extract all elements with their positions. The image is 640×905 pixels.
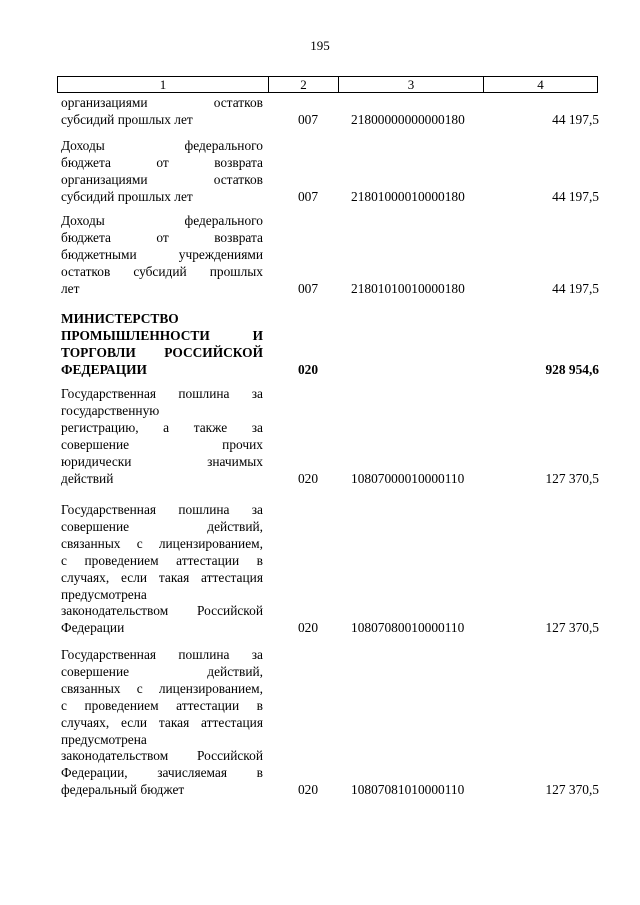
description-line: предусмотрена [61, 586, 147, 602]
row-code: 007 [297, 188, 319, 204]
table-column-header [57, 76, 598, 93]
description-line: случаях, если такая аттестация [61, 714, 263, 730]
description-line: Государственная пошлина за [61, 647, 263, 662]
row-code: 020 [297, 782, 319, 798]
row-kbk: 10807000010000110 [351, 470, 465, 486]
description-line: ФЕДЕРАЦИИ [61, 361, 147, 377]
row-amount: 44 197,5 [552, 111, 599, 127]
row-code: 020 [297, 361, 319, 377]
row-code: 020 [297, 470, 319, 486]
row-kbk: 21801010010000180 [351, 280, 465, 296]
description-line: действий [61, 470, 114, 486]
description-line: предусмотрена [61, 731, 147, 747]
description-line: субсидий прошлых лет [61, 188, 193, 204]
page-number: 195 [310, 38, 330, 53]
row-kbk: 21801000010000180 [351, 188, 465, 204]
description-line: совершение действий, [61, 518, 263, 534]
description-line: государственную [61, 402, 160, 418]
row-amount: 928 954,6 [545, 361, 599, 377]
description-line: Федерации [61, 620, 125, 636]
description-line: субсидий прошлых лет [61, 111, 193, 127]
row-kbk: 21800000000000180 [351, 111, 465, 127]
row-amount: 44 197,5 [552, 188, 599, 204]
row-description [61, 311, 263, 379]
description-line: Доходы федерального [61, 213, 263, 228]
column-header-4: 4 [537, 77, 544, 92]
description-line: ТОРГОВЛИ РОССИЙСКОЙ [61, 344, 263, 360]
description-line: лет [61, 280, 80, 296]
row-amount: 127 370,5 [545, 470, 599, 486]
row-description [61, 386, 263, 487]
description-line: бюджетными учреждениями [61, 246, 263, 262]
description-line: совершение действий, [61, 663, 263, 679]
description-line: организациями остатков [61, 95, 263, 110]
description-line: регистрацию, а также за [61, 419, 263, 435]
description-line: бюджета от возврата [61, 229, 263, 245]
description-line: Государственная пошлина за [61, 386, 263, 401]
column-header-3: 3 [339, 77, 484, 92]
row-amount: 127 370,5 [545, 620, 599, 636]
row-code: 007 [297, 111, 319, 127]
row-code: 020 [297, 620, 319, 636]
row-amount: 127 370,5 [545, 782, 599, 798]
description-line: организациями остатков [61, 171, 263, 187]
description-line: Федерации, зачисляемая в [61, 765, 263, 781]
description-line: случаях, если такая аттестация [61, 569, 263, 585]
description-line: с проведением аттестации в [61, 552, 263, 568]
description-line: ПРОМЫШЛЕННОСТИ И [61, 327, 263, 343]
description-line: законодательством Российской [61, 748, 263, 764]
column-header-1: 1 [58, 77, 269, 92]
description-line: бюджета от возврата [61, 154, 263, 170]
description-line: Доходы федерального [61, 138, 263, 153]
row-code: 007 [297, 280, 319, 296]
row-description [61, 95, 263, 129]
description-line: с проведением аттестации в [61, 697, 263, 713]
description-line: федеральный бюджет [61, 782, 185, 798]
row-description [61, 138, 263, 206]
description-line: МИНИСТЕРСТВО [61, 311, 179, 326]
column-header-2: 2 [269, 77, 339, 92]
row-kbk: 10807081010000110 [351, 782, 465, 798]
description-line: законодательством Российской [61, 603, 263, 619]
row-description [61, 213, 263, 298]
description-line: остатков субсидий прошлых [61, 263, 263, 279]
row-description [61, 647, 263, 799]
description-line: связанных с лицензированием, [61, 535, 263, 551]
description-line: связанных с лицензированием, [61, 680, 263, 696]
description-line: совершение прочих [61, 436, 263, 452]
description-line: юридически значимых [61, 453, 263, 469]
description-line: Государственная пошлина за [61, 502, 263, 517]
row-amount: 44 197,5 [552, 280, 599, 296]
row-kbk: 10807080010000110 [351, 620, 465, 636]
row-description [61, 502, 263, 637]
